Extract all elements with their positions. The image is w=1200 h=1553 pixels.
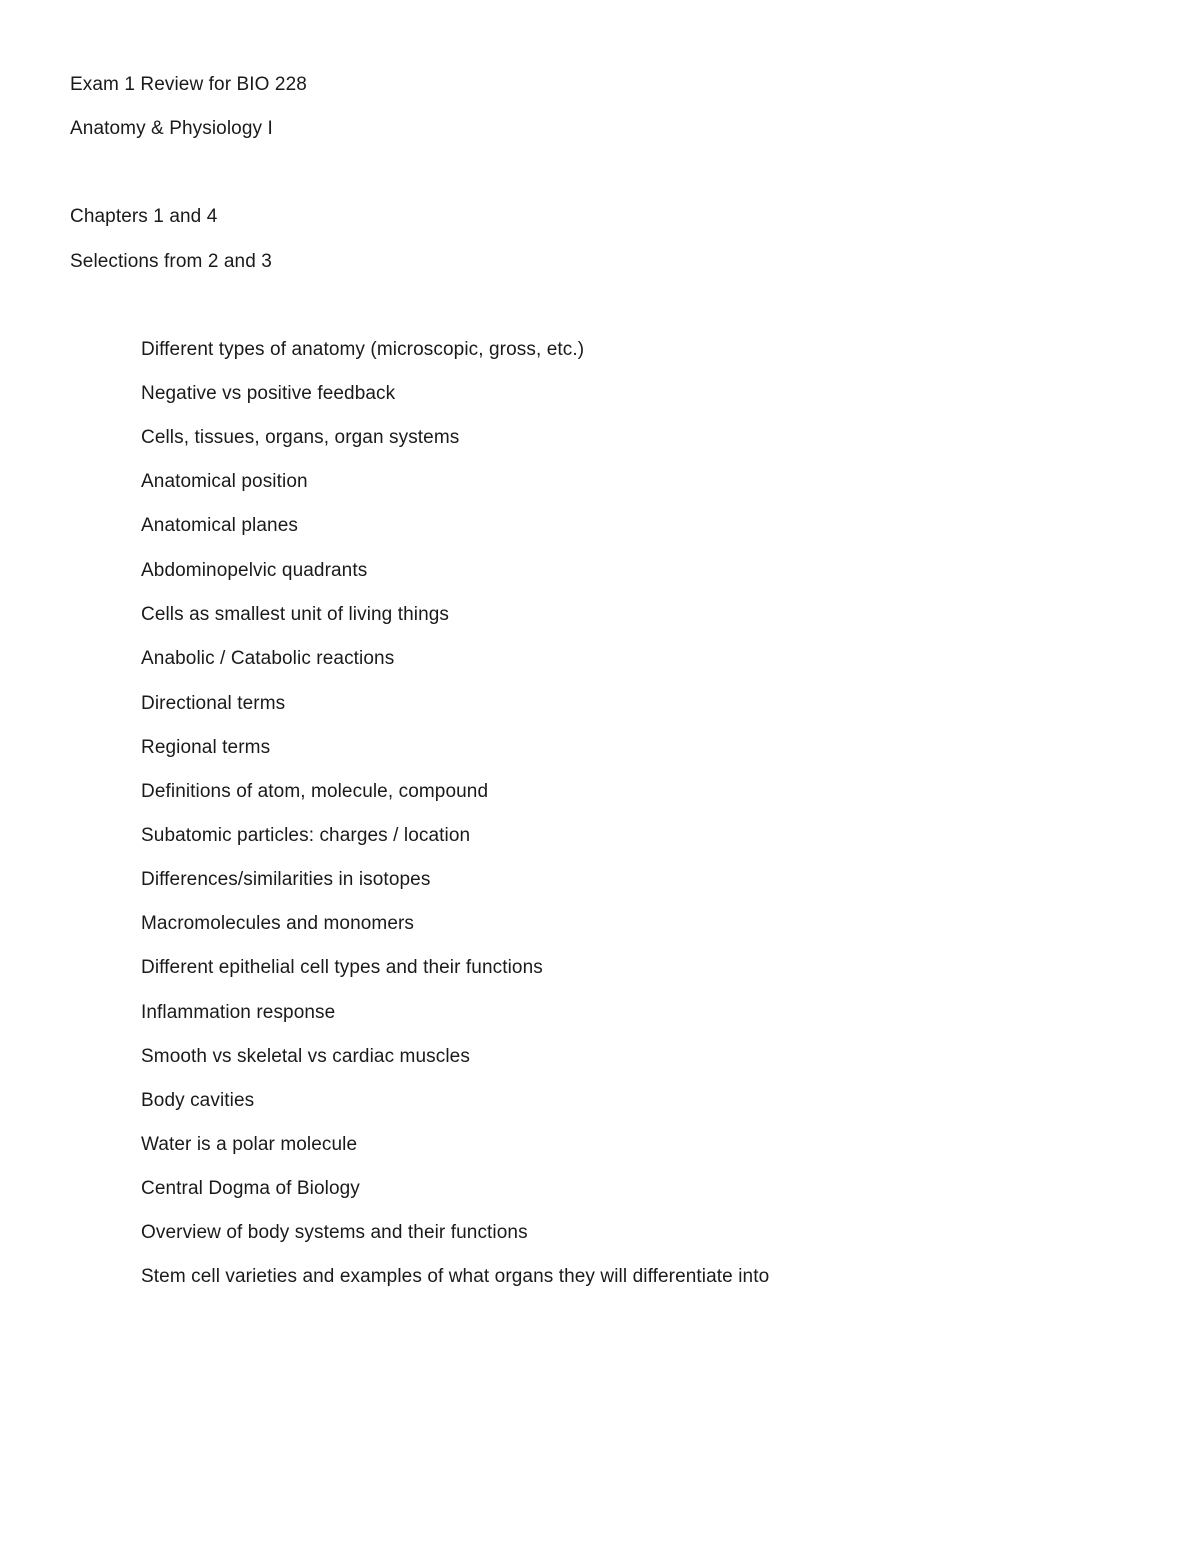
topic-item: Water is a polar molecule	[141, 1134, 358, 1155]
topic-item: Negative vs positive feedback	[141, 383, 396, 404]
topic-item: Body cavities	[141, 1090, 255, 1111]
topic-item: Regional terms	[141, 737, 271, 758]
chapters-line: Chapters 1 and 4	[70, 206, 218, 227]
topic-item: Definitions of atom, molecule, compound	[141, 781, 489, 802]
selections-line: Selections from 2 and 3	[70, 251, 272, 272]
topic-item: Subatomic particles: charges / location	[141, 825, 471, 846]
document-title: Exam 1 Review for BIO 228	[70, 74, 307, 95]
topic-item: Different epithelial cell types and their functions	[141, 957, 543, 978]
topic-item: Central Dogma of Biology	[141, 1178, 360, 1199]
topic-item: Different types of anatomy (microscopic, gross, etc.)	[141, 339, 585, 360]
topic-item: Anabolic / Catabolic reactions	[141, 648, 395, 669]
course-name: Anatomy & Physiology I	[70, 118, 273, 139]
topic-item: Macromolecules and monomers	[141, 913, 415, 934]
topic-item: Inflammation response	[141, 1002, 336, 1023]
topic-item: Anatomical planes	[141, 515, 298, 536]
topic-item: Cells, tissues, organs, organ systems	[141, 427, 460, 448]
topic-item: Overview of body systems and their functions	[141, 1222, 528, 1243]
topic-item: Cells as smallest unit of living things	[141, 604, 450, 625]
topic-item: Directional terms	[141, 693, 286, 714]
topic-item: Abdominopelvic quadrants	[141, 560, 368, 581]
topic-item: Smooth vs skeletal vs cardiac muscles	[141, 1046, 470, 1067]
topic-item: Differences/similarities in isotopes	[141, 869, 431, 890]
topic-item: Anatomical position	[141, 471, 308, 492]
topic-item: Stem cell varieties and examples of what organs they will differentiate into	[141, 1266, 770, 1287]
